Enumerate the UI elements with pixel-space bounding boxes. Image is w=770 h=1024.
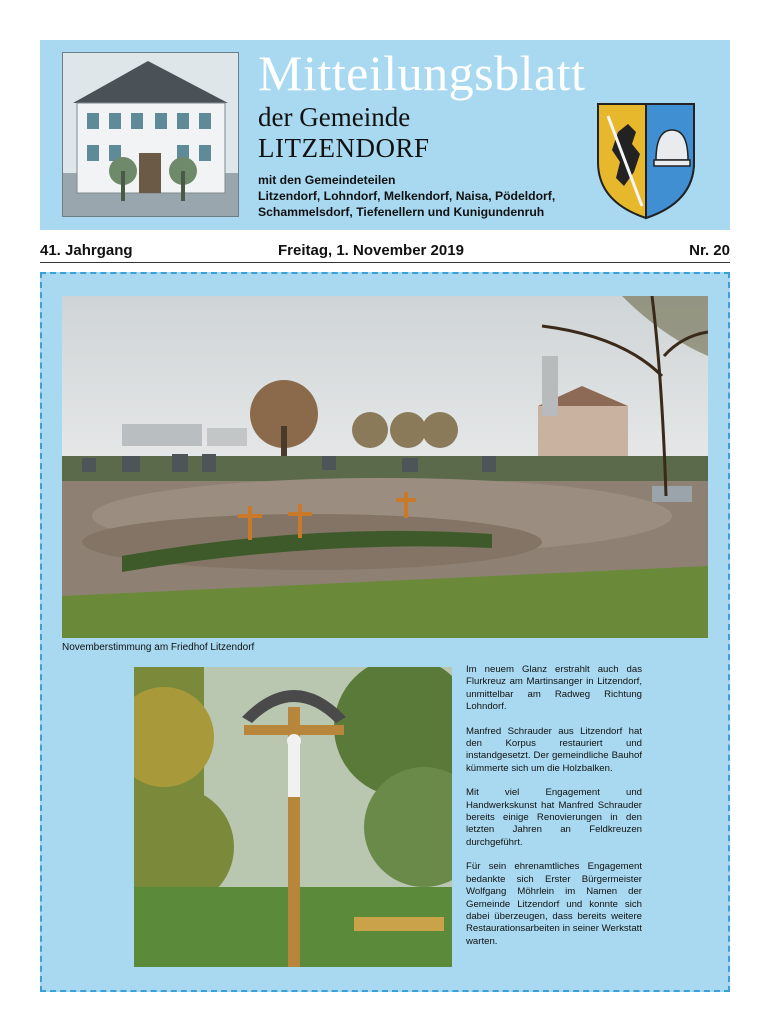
coat-of-arms-icon: [596, 102, 696, 220]
article-paragraph: Manfred Schrauder aus Litzendorf hat den Korpus restauriert und instandgesetzt. Der gemeindliche Bauhof kümmerte sich um die Holzbalken.: [466, 725, 642, 774]
district-line: Litzendorf, Lohndorf, Melkendorf, Naisa, Pödeldorf,: [258, 189, 556, 203]
publication-title: Mitteilungsblatt: [258, 45, 586, 101]
article-text: [466, 664, 642, 960]
issue-info-bar: [40, 240, 730, 263]
municipality-name: LITZENDORF: [258, 133, 430, 163]
article-paragraph: Für sein ehrenamtliches Engagement bedankte sich Erster Bürgermeister Wolfgang Möhrlein im Namen der Gemeinde Litzendorf und konnte sich dabei überzeugen, dass bereits weitere Restaurationsarbeiten in seiner Werkstatt warten.: [466, 861, 642, 947]
cemetery-photo: [62, 296, 708, 638]
article-paragraph: Im neuem Glanz erstrahlt auch das Flurkreuz am Martinsanger in Litzendorf, unmittelbar am Radweg Richtung Lohndorf.: [466, 664, 642, 713]
wayside-cross-photo: [134, 667, 452, 967]
publication-subtitle: der Gemeinde: [258, 102, 411, 132]
masthead: [40, 40, 730, 230]
article-paragraph: Mit viel Engagement und Handwerkskunst hat Manfred Schrauder bereits einige Renovierungen in den letzten Jahren an Feldkreuzen durchgeführt.: [466, 787, 642, 848]
issue-number: Nr. 20: [689, 242, 730, 259]
issue-date: Freitag, 1. November 2019: [278, 242, 464, 259]
town-hall-photo: [62, 52, 239, 217]
main-photo-caption: Novemberstimmung am Friedhof Litzendorf: [62, 642, 255, 653]
district-intro: mit den Gemeindeteilen: [258, 173, 396, 187]
district-line: Schammelsdorf, Tiefenellern und Kunigundenruh: [258, 205, 545, 219]
volume-label: 41. Jahrgang: [40, 242, 133, 259]
